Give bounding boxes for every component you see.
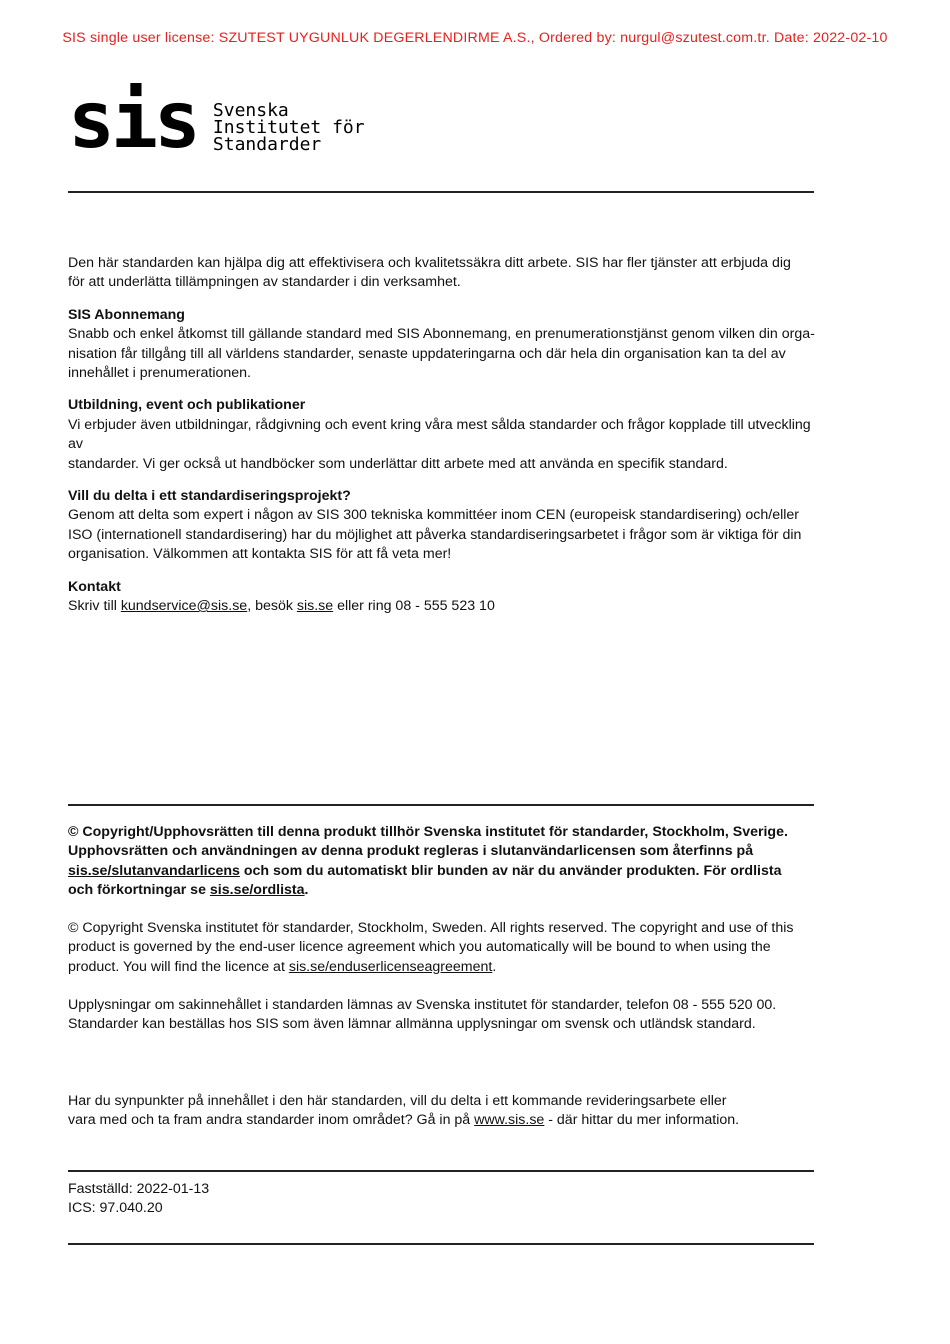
contact-line: Skriv till kundservice@sis.se, besök sis.se eller ring 08 - 555 523 10 (68, 598, 495, 615)
established-date: Fastställd: 2022-01-13 (68, 1181, 210, 1197)
copyright-english: © Copyright Svenska institutet för standarder, Stockholm, Sweden. All rights reserved. The copyright and use of this product is governed by the end-user licence agreement which you automatically will be bound to when using the product. You will find the licence at sis.se/enduserlicenseagreement. (68, 920, 794, 975)
intro-text: för att underlätta tillämpningen av standarder i din verksamhet. (68, 274, 461, 291)
glossary-link[interactable]: sis.se/ordlista (209, 882, 305, 899)
copyright-swedish: © Copyright/Upphovsrätten till denna produkt tillhör Svenska institutet för standarder, Stockholm, Sverige. Upphovsrätten och användningen av denna produkt regleras i slutanvändarlicensen som återfinns på sis.se/slutanvandarlicens och som du automatiskt blir bunden av när du använder produkten. För ordlista och förkortningar se sis.se/ordlista. (68, 824, 788, 899)
email-link[interactable]: kundservice@sis.se (120, 598, 248, 615)
feedback-section: Har du synpunkter på innehållet i den här standarden, vill du delta i ett kommande revideringsarbete eller vara med och ta fram andra standarder inom området? Gå in på www.sis.se - där hittar du mer information. (68, 1093, 740, 1129)
section-heading: Vill du delta i ett standardiseringsprojekt? (68, 488, 351, 505)
document-meta (68, 1180, 818, 1219)
section-text: nisation får tillgång till all världens standarder, senaste uppdateringarna och där hela din organisation kan ta del av (68, 345, 786, 362)
services-section (68, 254, 818, 617)
section-heading: SIS Abonnemang (68, 306, 185, 323)
sis-logo (68, 76, 365, 166)
divider (68, 1243, 814, 1245)
info-section: Upplysningar om sakinnehållet i standarden lämnas av Svenska institutet för standarder, telefon 08 - 555 520 00. Standarder kan beställas hos SIS som även lämnar allmänna upplysningar om svensk och utländsk standard. (68, 997, 777, 1033)
divider (68, 804, 814, 806)
section-text: Genom att delta som expert i någon av SIS 300 tekniska kommittéer inom CEN (europeisk standardisering) och/eller (68, 507, 800, 524)
divider (68, 191, 814, 193)
section-text: innehållet i prenumerationen. (68, 365, 251, 382)
section-text: standarder. Vi ger också ut handböcker som underlättar ditt arbete med att använda en specifik standard. (68, 455, 728, 472)
logo-line: Svenska (212, 100, 289, 121)
intro-text: Den här standarden kan hjälpa dig att effektivisera och kvalitetssäkra ditt arbete. SIS har fler tjänster att erbjuda dig (68, 255, 791, 271)
section-text: Vi erbjuder även utbildningar, rådgivning och event kring våra mest sålda standarder och frågor kopplade till utveckling av (68, 416, 811, 453)
license-link-sv[interactable]: sis.se/slutanvandarlicens (68, 862, 240, 879)
license-link-en[interactable]: sis.se/enduserlicenseagreement (288, 958, 493, 975)
section-text: ISO (internationell standardisering) har du möjlighet att påverka standardiseringsarbetet i frågor som är viktiga för din (68, 526, 802, 543)
section-heading: Kontakt (68, 578, 121, 595)
ics-code: ICS: 97.040.20 (68, 1200, 163, 1217)
section-text: organisation. Välkommen att kontakta SIS för att få veta mer! (68, 546, 452, 563)
divider (68, 1170, 814, 1172)
website-link[interactable]: sis.se (296, 598, 334, 615)
section-text: Snabb och enkel åtkomst till gällande standard med SIS Abonnemang, en prenumerationstjänst genom vilken din orga- (68, 326, 815, 343)
license-banner: SIS single user license: SZUTEST UYGUNLUK DEGERLENDIRME A.S., Ordered by: nurgul@szutest.com.tr. Date: 2022-02-10 (62, 30, 888, 46)
logo-mark: sis (68, 76, 197, 166)
logo-line: Institutet för (212, 117, 365, 138)
logo-text (213, 102, 365, 153)
sis-website-link[interactable]: www.sis.se (474, 1112, 545, 1129)
logo-line: Standarder (212, 134, 322, 155)
section-heading: Utbildning, event och publikationer (68, 397, 306, 414)
